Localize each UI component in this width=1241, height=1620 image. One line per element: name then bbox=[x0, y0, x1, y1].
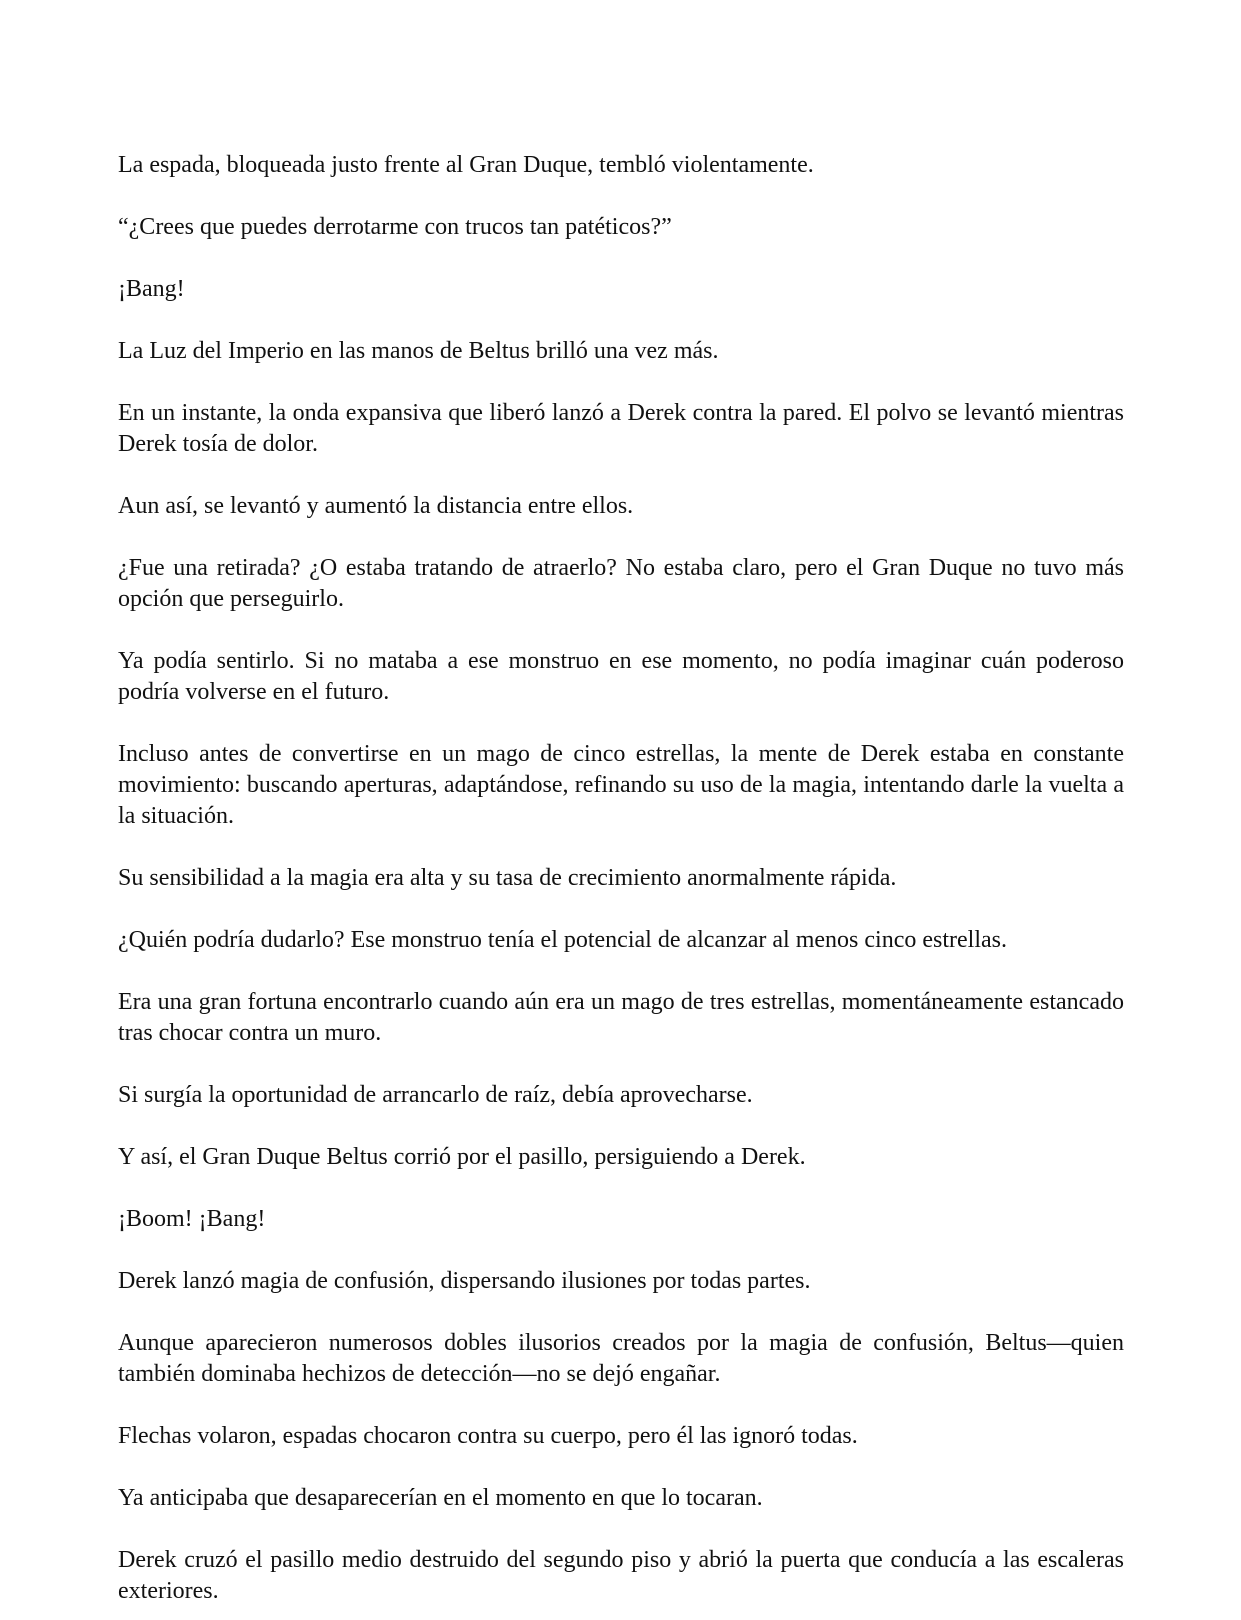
paragraph: Ya podía sentirlo. Si no mataba a ese monstruo en ese momento, no podía imaginar cuán poderoso podría volverse en el futuro. bbox=[118, 648, 1124, 705]
paragraph: ¡Boom! ¡Bang! bbox=[118, 1206, 266, 1232]
paragraph: Aun así, se levantó y aumentó la distancia entre ellos. bbox=[118, 493, 634, 519]
paragraph: Derek cruzó el pasillo medio destruido del segundo piso y abrió la puerta que conducía a las escaleras exteriores. bbox=[118, 1547, 1124, 1604]
body-text bbox=[118, 150, 1124, 1607]
paragraph: Derek lanzó magia de confusión, dispersando ilusiones por todas partes. bbox=[118, 1268, 811, 1294]
paragraph: Ya anticipaba que desaparecerían en el momento en que lo tocaran. bbox=[118, 1485, 763, 1511]
paragraph: ¡Bang! bbox=[118, 276, 185, 302]
paragraph: ¿Quién podría dudarlo? Ese monstruo tenía el potencial de alcanzar al menos cinco estrellas. bbox=[118, 927, 1007, 953]
paragraph: Su sensibilidad a la magia era alta y su tasa de crecimiento anormalmente rápida. bbox=[118, 865, 897, 891]
paragraph: En un instante, la onda expansiva que liberó lanzó a Derek contra la pared. El polvo se levantó mientras Derek tosía de dolor. bbox=[118, 400, 1124, 457]
paragraph: La espada, bloqueada justo frente al Gran Duque, tembló violentamente. bbox=[118, 152, 814, 178]
paragraph: Era una gran fortuna encontrarlo cuando aún era un mago de tres estrellas, momentáneamente estancado tras chocar contra un muro. bbox=[118, 989, 1124, 1046]
paragraph: “¿Crees que puedes derrotarme con trucos tan patéticos?” bbox=[118, 214, 672, 240]
paragraph: Incluso antes de convertirse en un mago de cinco estrellas, la mente de Derek estaba en constante movimiento: buscando aperturas, adaptándose, refinando su uso de la magia, intentando darle la vuelta a la situación. bbox=[118, 741, 1124, 829]
paragraph: Y así, el Gran Duque Beltus corrió por el pasillo, persiguiendo a Derek. bbox=[118, 1144, 806, 1170]
paragraph: ¿Fue una retirada? ¿O estaba tratando de atraerlo? No estaba claro, pero el Gran Duque no tuvo más opción que perseguirlo. bbox=[118, 555, 1124, 612]
paragraph: Flechas volaron, espadas chocaron contra su cuerpo, pero él las ignoró todas. bbox=[118, 1423, 858, 1449]
paragraph: La Luz del Imperio en las manos de Beltus brilló una vez más. bbox=[118, 338, 719, 364]
paragraph: Aunque aparecieron numerosos dobles ilusorios creados por la magia de confusión, Beltus—quien también dominaba hechizos de detección—no se dejó engañar. bbox=[118, 1330, 1124, 1387]
paragraph: Si surgía la oportunidad de arrancarlo de raíz, debía aprovecharse. bbox=[118, 1082, 753, 1108]
